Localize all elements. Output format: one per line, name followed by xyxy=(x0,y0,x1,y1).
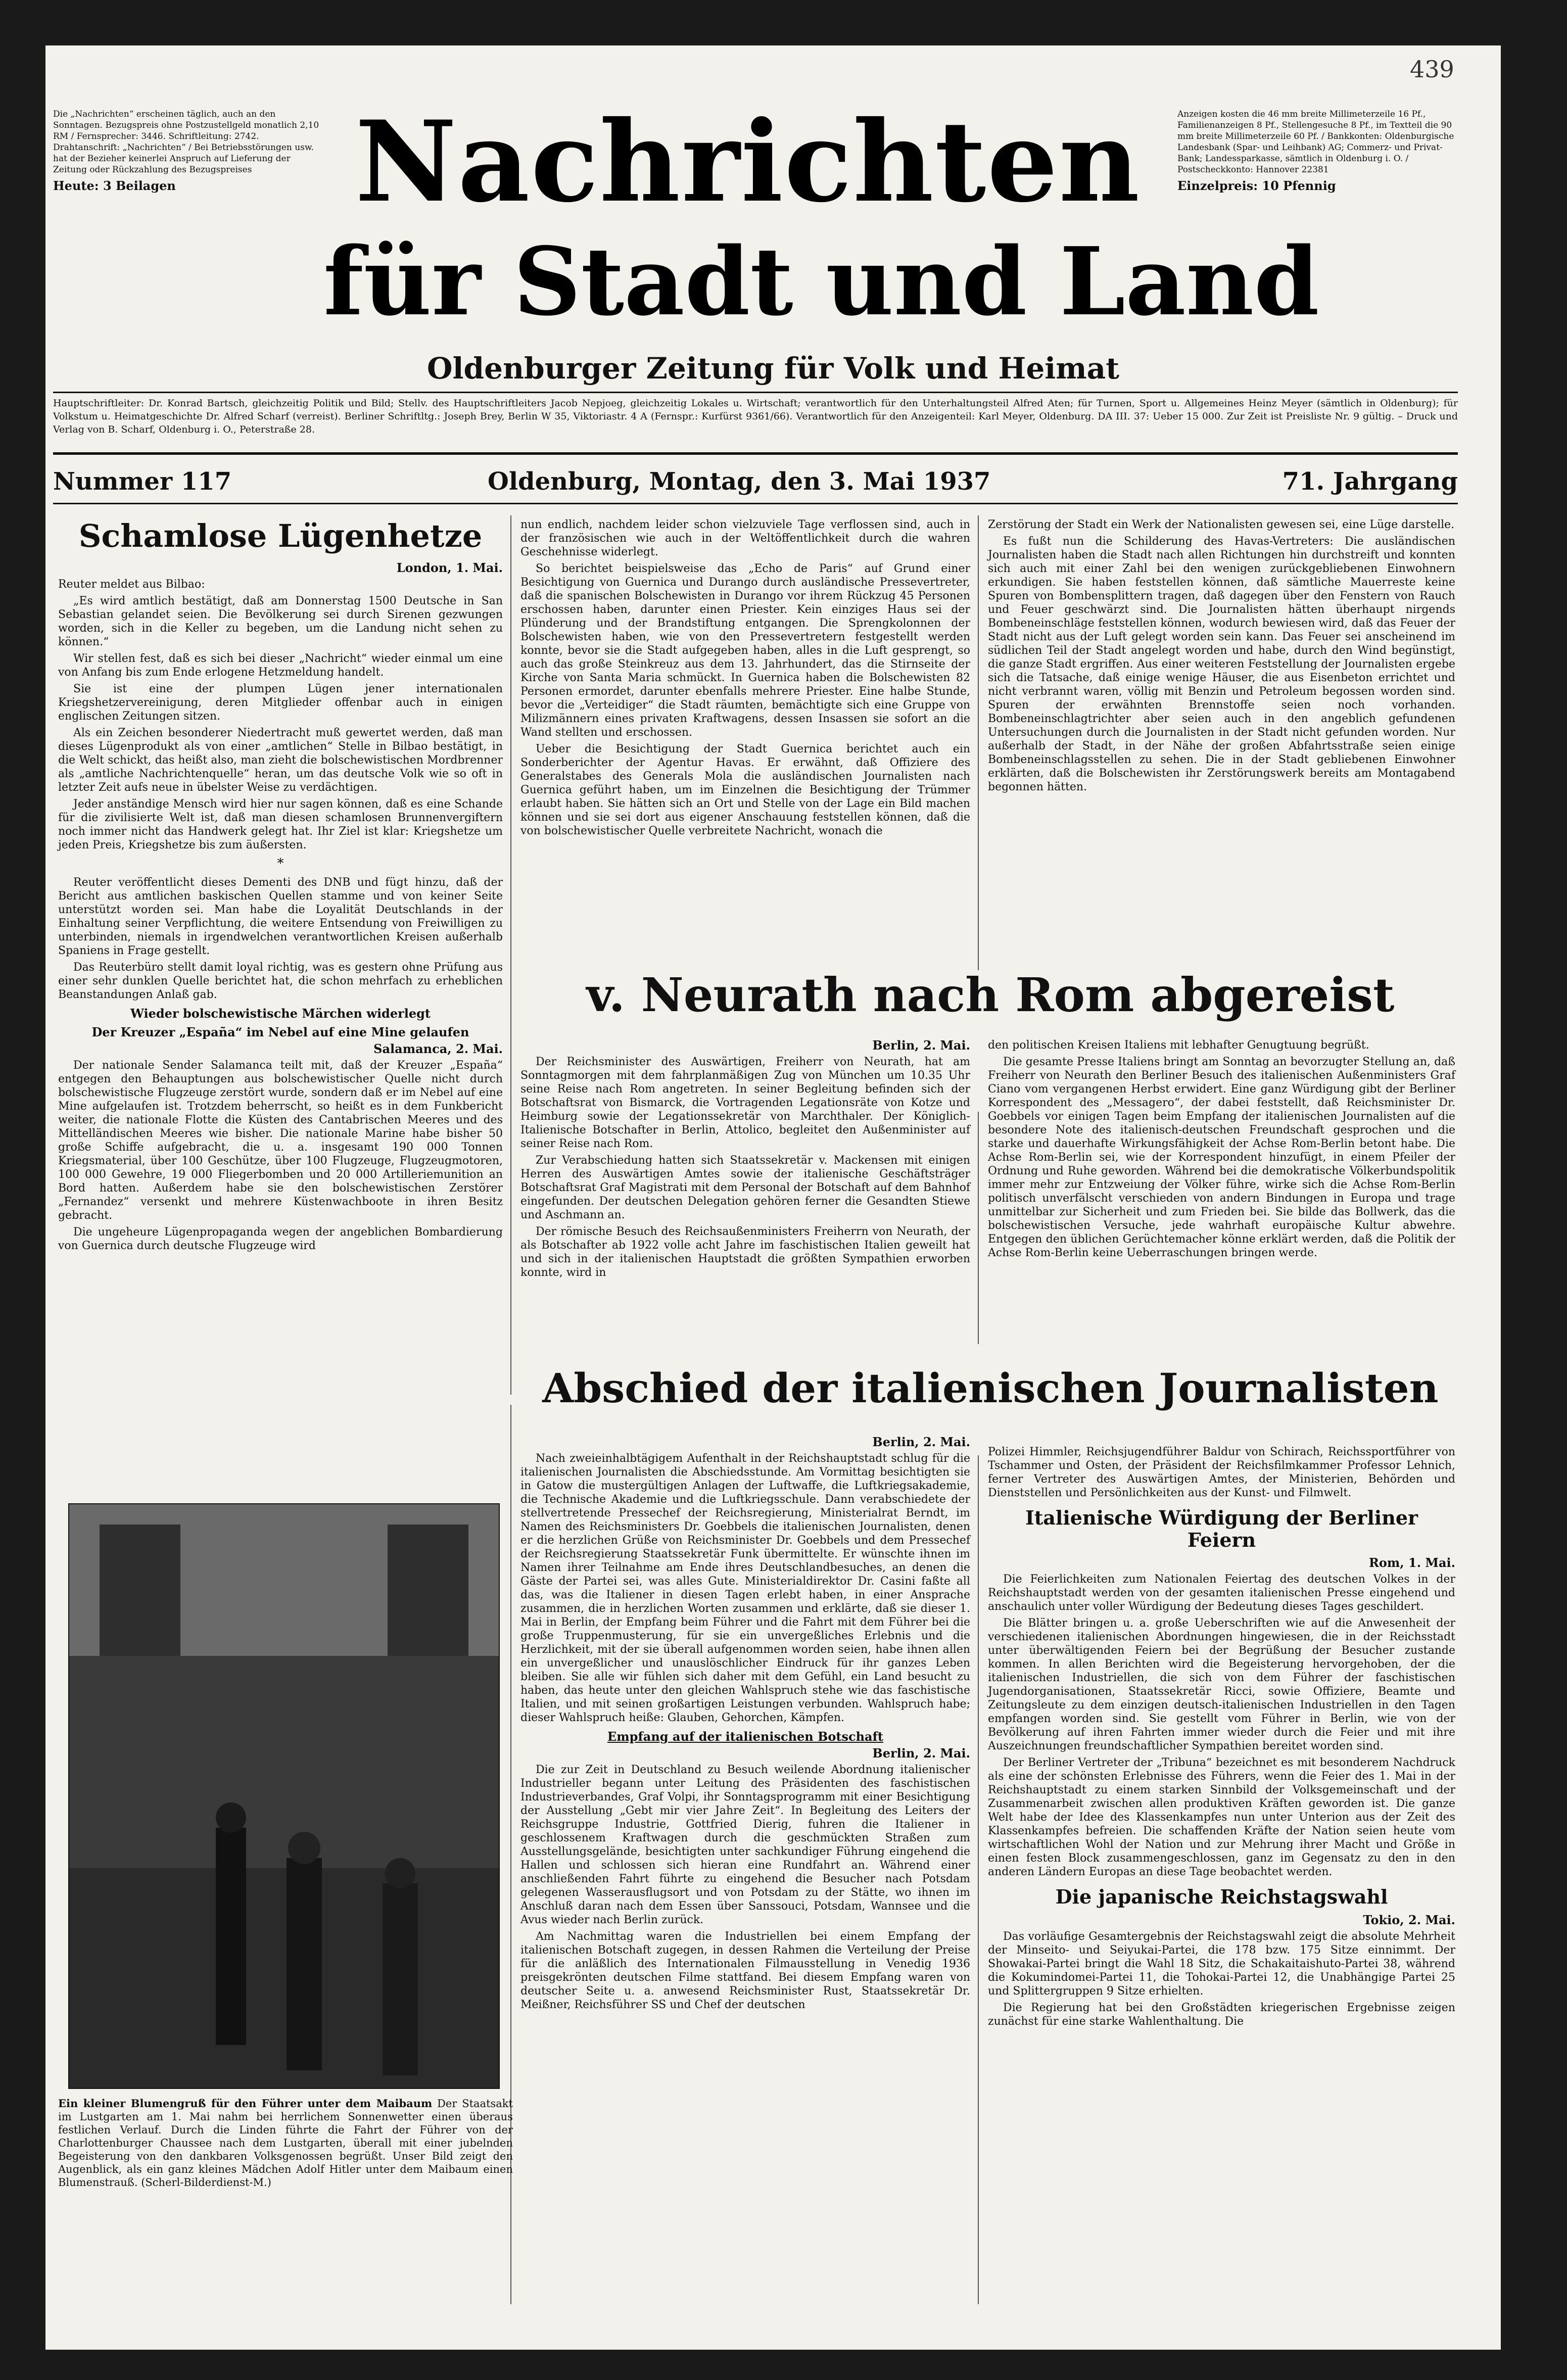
photo-caption xyxy=(58,2097,513,2189)
paragraph: Die Blätter bringen u. a. große Ueberschriften wie auf die Anwesenheit der verschiedenen italienischen Abordnungen hingewiesen, die in der Reichsstadt unter überwältigenden Feiern bei der Begrüßung der Besucher zustande kommen. In allen Berichten wird die Begeisterung hervorgehoben, der die italienischen Industriellen, die sich von dem Führer der faschistischen Jugendorganisationen, Staatssekretär Ricci, sowie Offiziere, Beamte und Zeitungsleute zu dem einzigen deutsch-italienischen Industriellen in den Tagen empfangen worden sind. Sie gestellt vom Führer in Berlin, wie von der Bevölkerung auf ihren Fahrten immer wieder durch die Feier und mit ihre Auszeichnungen freundschaftlicher Sympathien bereitet worden sind. xyxy=(988,1617,1455,1753)
paragraph: Ueber die Besichtigung der Stadt Guernica berichtet auch ein Sonderberichter der Agentur Havas. Er erwähnt, daß Offiziere des Generalstabes des Generals Mola die ausländischen Journalisten nach Guernica geführt haben, um im Einzelnen die Besichtigung der Trümmer erlaubt haben. Sie hätten sich an Ort und Stelle von der Lage ein Bild machen können und sie sei dort aus eigener Anschauung feststellen können, daß die von bolschewistischer Quelle verbreitete Nachricht, wonach die xyxy=(520,743,970,837)
column-divider-1 xyxy=(510,515,511,1395)
paragraph: Der nationale Sender Salamanca teilt mit, daß der Kreuzer „España“ entgegen den Behauptungen aus bolschewistischer Quelle nicht durch bolschewistische Flugzeuge zerstört wurde, sondern daß er im Nebel auf eine Mine aufgelaufen ist. Trotzdem beherrscht, so heißt es in dem Funkbericht weiter, die nationale Flotte die Küsten des Cantabrischen Meeres und des Mittelländischen Meeres wie bisher. Die nationale Marine habe bisher 50 große Schiffe aufgebracht, die u. a. insgesamt 190 000 Tonnen Kriegsmaterial, über 100 Geschütze, über 100 Flugzeuge, Flugzeugmotoren, 100 000 Gewehre, 19 000 Fliegerbomben und 20 000 Artilleriemunition an Bord hatten. Außerdem habe sie den bolschewistischen Zerstörer „Fernandez“ versenkt und mehrere Küstenwachboote in ihren Besitz gebracht. xyxy=(58,1059,503,1222)
rule-dateline-bottom xyxy=(53,503,1458,504)
photo-maibaum xyxy=(68,1503,500,2089)
paragraph: Das Reuterbüro stellt damit loyal richtig, was es gestern ohne Prüfung aus einer sehr dunklen Quelle berichtet hat, die schon mehrfach zu erheblichen Beanstandungen Anlaß gab. xyxy=(58,961,503,1002)
subscription-info: Die „Nachrichten“ erscheinen täglich, auch an den Sonntagen. Bezugspreis ohne Postzustellgeld monatlich 2,10 RM / Fernsprecher: 3446. Schriftleitung: 2742. Drahtanschrift: „Nachrichten“ / Bei Betriebsstörungen usw. hat der Bezieher keinerlei Anspruch auf Lieferung der Zeitung oder Rückzahlung des Bezugspreises xyxy=(53,109,319,175)
paragraph: Sie ist eine der plumpen Lügen jener internationalen Kriegshetzervereinigung, deren Mitglieder offenbar auch in einigen englischen Zeitungen sitzen. xyxy=(58,683,503,723)
paragraph: Zerstörung der Stadt ein Werk der Nationalisten gewesen sei, eine Lüge darstelle. xyxy=(988,518,1455,531)
paragraph: Die Regierung hat bei den Großstädten kriegerischen Ergebnisse zeigen zunächst für eine starke Wahlenthaltung. Die xyxy=(988,2002,1455,2028)
paragraph: Der Berliner Vertreter der „Tribuna“ bezeichnet es mit besonderem Nachdruck als eine der schönsten Erlebnisse des Führers, wenn die Feier des 1. Mai in der Reichshauptstadt zu einem starken Sinnbild der Volksgemeinschaft und der Zusammenarbeit zwischen allen produktiven Kräften geworden ist. Die ganze Welt habe der Idee des Klassenkampfes nun unter Unterion aus der Zeit des Klassenkampfes befreien. Die schaffenden Kräfte der Nation seien heute vom wirtschaftlichen Wohl der Nation und zur Mehrung ihrer Macht und Größe in einen festen Block zusammengeschlossen, ganz im Gegensatz zu den in den anderen Ländern Europas an diese Tage beobachtet werden. xyxy=(988,1756,1455,1879)
column-divider-4 xyxy=(978,1112,979,1344)
article-luegenhetze-cont xyxy=(520,518,970,841)
place-tokio: Tokio, 2. Mai. xyxy=(1363,1913,1455,1928)
paragraph: Der römische Besuch des Reichsaußenministers Freiherrn von Neurath, der als Botschafter ab 1922 volle acht Jahre im faschistischen Italien geweilt hat und sich in der italienischen Hauptstadt die größten Sympathien erworben konnte, wird in xyxy=(520,1225,970,1279)
masthead-subtitle: Oldenburger Zeitung für Volk und Heimat xyxy=(426,351,1120,386)
beilagen-note: Heute: 3 Beilagen xyxy=(53,178,176,193)
advertising-info: Anzeigen kosten die 46 mm breite Millimeterzeile 16 Pf., Familienanzeigen 8 Pf., Stellengesuche 8 Pf., im Textteil die 90 mm breite Millimeterzeile 60 Pf. / Bankkonten: Oldenburgische Landesbank (Spar- und Leihbank) AG; Commerz- und Privat-Bank; Landessparkasse, sämtlich in Oldenburg i. O. / Postscheckkonto: Hannover 22381 xyxy=(1177,109,1454,175)
separator-star: * xyxy=(277,856,284,872)
photo-image-icon xyxy=(69,1504,499,2088)
header-right-box xyxy=(1177,109,1458,192)
place-rom: Rom, 1. Mai. xyxy=(1368,1555,1455,1570)
article-luegenhetze-cont2 xyxy=(988,518,1455,797)
caption-title: Ein kleiner Blumengruß für den Führer unter dem Maibaum xyxy=(58,2097,433,2110)
paragraph: Die ungeheure Lügenpropaganda wegen der angeblichen Bombardierung von Guernica durch deutsche Flugzeuge wird xyxy=(58,1226,503,1253)
paragraph: Das vorläufige Gesamtergebnis der Reichstagswahl zeigt die absolute Mehrheit der Minseito- und Seiyukai-Partei, die 178 bzw. 175 Sitze einnimmt. Der Showakai-Partei bringt die Wahl 18 Sitz, die Schakaitaishuto-Partei 38, während die Kokumindomei-Partei 11, die Tohokai-Partei 12, die Unabhängige Partei 25 und Splittergruppen 9 Sitze erhielten. xyxy=(988,1930,1455,1998)
impressum: Hauptschriftleiter: Dr. Konrad Bartsch, gleichzeitig Politik und Bild; Stellv. des Hauptschriftleiters Jacob Nepjoeg, gleichzeitig Lokales u. Wirtschaft; verantwortlich für den Unterhaltungsteil Alfred Aten; für Turnen, Sport u. Allgemeines Heinz Meyer (sämtlich in Oldenburg); für Volkstum u. Heimatgeschichte Dr. Alfred Scharf (verreist). Berliner Schriftltg.: Joseph Brey, Berlin W 35, Viktoriastr. 4 A (Fernspr.: Kurfürst 9361/66). Verantwortlich für den Anzeigenteil: Karl Meyer, Oldenburg. DA III. 37: Ueber 15 000. Zur Zeit ist Preisliste Nr. 9 gültig. – Druck und Verlag von B. Scharf, Oldenburg i. O., Peterstraße 28. xyxy=(53,398,1458,435)
headline-wuerdigung: Italienische Würdigung der Berliner Feiern xyxy=(1025,1506,1418,1551)
paragraph: Polizei Himmler, Reichsjugendführer Baldur von Schirach, Reichssportführer von Tschammer und Osten, der Präsident der Reichsfilmkammer Professor Lehnich, ferner Vertreter des Auswärtigen Amtes, der Ministerien, Behörden und Dienststellen und Persönlichkeiten aus der Kunst- und Filmwelt. xyxy=(988,1446,1455,1499)
rule-dateline-top xyxy=(53,452,1458,455)
headline-neurath: v. Neurath nach Rom abgereist xyxy=(586,968,1395,1022)
article-neurath-left xyxy=(520,1038,970,1282)
single-price: Einzelpreis: 10 Pfennig xyxy=(1177,178,1336,193)
paragraph: Es fußt nun die Schilderung des Havas-Vertreters: Die ausländischen Journalisten haben die Stadt nach allen Richtungen hin durchstreift und konnten sich auch mit einer Zahl bei den wenigen zurückgebliebenen Einwohnern erkundigen. Sie haben feststellen können, daß sämtliche Mauerreste keine Spuren von Bombensplittern tragen, daß dagegen über den Fenstern von Rauch und Feuer geschwärzt sind. Die Journalisten hätten überhaupt nirgends Bombeneinschläge feststellen können, wodurch bewiesen wird, daß das Feuer der Stadt nicht aus der Luft gelegt worden sein kann. Das Feuer sei anscheinend im südlichen Teil der Stadt angelegt worden und habe, durch den Wind begünstigt, die ganze Stadt ergriffen. Aus einer weiteren Feststellung der Journalisten ergebe sich die Tatsache, daß einige wenige Häuser, die aus Eisenbeton errichtet und nicht verbrannt waren, völlig mit Benzin und Petroleum begossen worden sind. Spuren der erwähnten Brennstoffe seien noch vorhanden. Bombeneinschlagtrichter aber seien auch in den angeblich gefundenen Untersuchungen durch die Journalisten in der Stadt nicht gefunden worden. Nur außerhalb der Stadt, in der Nähe der großen Abfahrtsstraße seien einige Bombeneinschlagsstellen zu sehen. Die in der Stadt gebliebenen Einwohner erklärten, daß die Bolschewisten ihr Zerstörungswerk bereits am Montagabend begonnen hätten. xyxy=(988,535,1455,793)
paragraph: Am Nachmittag waren die Industriellen bei einem Empfang der italienischen Botschaft zugegen, in dessen Rahmen die Verteilung der Preise für die anläßlich des Internationalen Filmausstellung in Venedig 1936 preisgekrönten deutschen Filme stattfand. Bei diesem Empfang waren von deutscher Seite u. a. anwesend Reichsminister Rust, Staatssekretär Dr. Meißner, Reichsführer SS und Chef der deutschen xyxy=(520,1930,970,2011)
subheadline-empfang: Empfang auf der italienischen Botschaft xyxy=(607,1729,884,1744)
paragraph: Die gesamte Presse Italiens bringt am Sonntag an bevorzugter Stellung an, daß Freiherr von Neurath den Berliner Besuch des italienischen Außenministers Graf Ciano vom vergangenen Herbst erwidert. Eine ganz Würdigung gibt der Berliner Korrespondent des „Messagero“, der dabei feststellt, daß Reichsminister Dr. Goebbels vor einigen Tagen beim Empfang der italienischen Journalisten auf die besondere Note des italienisch-deutschen Freundschaft gesprochen und die starke und dauerhafte Wirkungsfähigkeit der Achse Rom-Berlin betont habe. Die Achse Rom-Berlin sei, wie der Korrespondent hinzufügt, in einem Pfeiler der Ordnung und Ruhe geworden. Während bei die demokratische Völkerbundspolitik immer mehr zur Entzweiung der Völker führe, wirke sich die Achse Rom-Berlin politisch unverfälscht verschieden von andern Bindungen in Europa und trage unmittelbar zur Sicherheit und zum Frieden bei. Sie bilde das Bollwerk, das die bolschewistischen Versuche, jede wahrhaft europäische Kultur abwehre. Entgegen den üblichen Gerüchtemacher könne erklärt werden, daß die Politik der Achse Rom-Berlin keine Ueberraschungen bringen werde. xyxy=(988,1056,1455,1259)
article-abschied-right xyxy=(988,1445,1455,2031)
dateline xyxy=(53,460,1458,505)
column-divider-2 xyxy=(978,515,979,970)
paragraph: Der Reichsminister des Auswärtigen, Freiherr von Neurath, hat am Sonntagmorgen mit dem fahrplanmäßigen Zug von München um 10.35 Uhr seine Reise nach Rom angetreten. In seiner Begleitung befinden sich der Botschaftsrat von Bismarck, die Vortragenden Legationsräte von Kotze und Heimburg sowie der Legationssekretär von Marchthaler. Der Königlich-Italienische Botschafter in Berlin, Attolico, begleitet den Außenminister auf seiner Reise nach Rom. xyxy=(520,1056,970,1150)
paragraph: „Es wird amtlich bestätigt, daß am Donnerstag 1500 Deutsche in San Sebastian gelandet seien. Die Bevölkerung sei durch Sirenen gezwungen worden, sich in die Keller zu begeben, um die Landung nicht sehen zu können.“ xyxy=(58,595,503,649)
paragraph: Als ein Zeichen besonderer Niedertracht muß gewertet werden, daß man dieses Lügenprodukt als von einer „amtlichen“ Stelle in Bilbao bestätigt, in die Welt schickt, das heißt also, man zieht die bolschewistischen Mordbrenner als „amtliche Nachrichtenquelle“ heran, um das deutsche Volk wie so oft in letzter Zeit aufs neue in übelster Weise zu verdächtigen. xyxy=(58,727,503,794)
paragraph: So berichtet beispielsweise das „Echo de Paris“ auf Grund einer Besichtigung von Guernica und Durango durch ausländische Pressevertreter, daß die spanischen Bolschewisten in Durango vor ihrem Rückzug 45 Personen erschossen haben, darunter einen Priester. Kein einziges Haus sei der Plünderung und der Brandstiftung entgangen. Die Sprengkolonnen der Bolschewisten haben, wie von den Pressevertretern festgestellt werden konnte, bevor sie die Stadt aufgegeben haben, alles in die Luft gesprengt, so auch das große Steinkreuz aus dem 13. Jahrhundert, das die Stirnseite der Kirche von Santa Maria schmückt. In Guernica haben die Bolschewisten 82 Personen ermordet, darunter ebenfalls mehrere Priester. Eine halbe Stunde, bevor die „Verteidiger“ die Stadt räumten, bemächtigte sich eine Gruppe von Milizmännern eines privaten Kraftwagens, dessen Insassen sie sofort an die Wand stellten und erschossen. xyxy=(520,562,970,739)
article-abschied-left xyxy=(520,1435,970,2015)
caption-text: Der Staatsakt im Lustgarten am 1. Mai nahm bei herrlichem Sonnenwetter einen überaus festlichen Verlauf. Durch die Linden führte die Fahrt der Führer von der Charlottenburger Chaussee nach dem Lustgarten, überall mit einer jubelnden Begeisterung von den dankbaren Volksgenossen begrüßt. Unser Bild zeigt den Augenblick, als ein ganz kleines Mädchen Adolf Hitler unter dem Maibaum einen Blumenstrauß. (Scherl-Bilderdienst-M.) xyxy=(58,2098,513,2188)
issue-number: Nummer 117 xyxy=(53,467,232,496)
paragraph: Zur Verabschiedung hatten sich Staatssekretär v. Mackensen mit einigen Herren des Auswärtigen Amtes sowie der italienische Geschäftsträger Botschaftsrat Graf Magistrati mit dem Personal der Botschaft auf dem Bahnhof eingefunden. Der deutschen Delegation gehören ferner die Gesandten Stiewe und Aschmann an. xyxy=(520,1154,970,1221)
paragraph: Nach zweieinhalbtägigem Aufenthalt in der Reichshauptstadt schlug für die italienischen Journalisten die Abschiedsstunde. Am Vormittag besichtigten sie in Gatow die mustergültigen Anlagen der Luftwaffe, die Luftkriegsakademie, die Technische Akademie und die Luftkriegsschule. Dann verabschiedete der stellvertretende Pressechef der Reichsregierung, Ministerialrat Berndt, im Namen des Reichsministers Dr. Goebbels die italienischen Journalisten, denen er die herzlichen Grüße von Reichsminister Dr. Goebbels und dem Pressechef der Reichsregierung Staatssekretär Funk übermittelte. Er wünschte ihnen im Namen ihrer Teilnahme am Ende ihres Deutschlandbesuches, an denen die Gäste der Partei sei, was alles Gute. Ministerialdirektor Dr. Casini faßte all das, was die Italiener in diesen Tagen erlebt haben, in einer Ansprache zusammen, die in herzlichen Worten zusammen und erklärte, daß sie dieser 1. Mai in Berlin, der Empfang beim Führer und die Fahrt mit dem Führer bei die große Truppenmusterung, für sie ein unvergeßliches Erlebnis und die Herzlichkeit, mit der sie überall aufgenommen worden seien, habe ihnen allen ein unvergeßlicher und unauslöschlicher Eindruck für ihr ganzes Leben bleiben. Sie alle wir fühlen sich daher mit dem Gefühl, ein Land besucht zu haben, das heute unter den gleichen Wahlspruch stehe wie das faschistische Italien, und mit seinen großartigen Leistungen verbunden. Wahlspruch habe; dieser Wahlspruch heiße: Glauben, Gehorchen, Kämpfen. xyxy=(520,1452,970,1724)
article-neurath-right xyxy=(988,1038,1455,1263)
paragraph: Reuter veröffentlicht dieses Dementi des DNB und fügt hinzu, daß der Bericht aus amtlichen baskischen Quellen stamme und von keiner Seite unterstützt worden sei. Man habe die Loyalität Deutschlands in der Einhaltung seiner Verpflichtung, die weitere Entsendung von Freiwilligen zu unterbinden, niemals in irgendwelchen verantwortlichen Kreisen außerhalb Spaniens in Frage gestellt. xyxy=(58,876,503,958)
paragraph: den politischen Kreisen Italiens mit lebhafter Genugtuung begrüßt. xyxy=(988,1039,1369,1052)
place-berlin: Berlin, 2. Mai. xyxy=(872,1435,970,1449)
paragraph: Reuter meldet aus Bilbao: xyxy=(58,578,205,591)
page-number: 439 xyxy=(1410,56,1454,83)
issue-date: Oldenburg, Montag, den 3. Mai 1937 xyxy=(488,467,991,496)
article-luegenhetze xyxy=(58,518,503,1256)
headline-reichstagswahl: Die japanische Reichstagswahl xyxy=(1055,1885,1388,1909)
place-london: London, 1. Mai. xyxy=(396,560,503,576)
paragraph: Jeder anständige Mensch wird hier nur sagen können, daß es eine Schande für die zivilisierte Welt ist, daß man diesen schamlosen Brunnenvergiftern noch immer nicht das Handwerk gelegt hat. Ihr Ziel ist klar: Kriegshetze um jeden Preis, Kriegshetze bis zum äußersten. xyxy=(58,798,503,852)
place-berlin: Berlin, 2. Mai. xyxy=(872,1038,970,1053)
place-berlin: Berlin, 2. Mai. xyxy=(872,1746,970,1760)
masthead-title-line2: für Stadt und Land xyxy=(323,226,1319,337)
header-left-box xyxy=(53,109,321,192)
rule-top xyxy=(53,392,1458,393)
column-divider-5 xyxy=(978,1455,979,2304)
paragraph: Die Feierlichkeiten zum Nationalen Feiertag des deutschen Volkes in der Reichshauptstadt werden von der gesamten italienischen Presse eingehend und anschaulich unter voller Würdigung der Bedeutung dieses Tages geschildert. xyxy=(988,1573,1455,1613)
masthead-title-line1: Nachrichten xyxy=(355,96,1141,227)
subheadline-kreuzer: Der Kreuzer „España“ im Nebel auf eine Mine gelaufen xyxy=(91,1025,469,1040)
subheadline-maerchen: Wieder bolschewistische Märchen widerlegt xyxy=(130,1006,431,1021)
headline-luegenhetze: Schamlose Lügenhetze xyxy=(78,517,483,554)
paragraph: nun endlich, nachdem leider schon vielzuviele Tage verflossen sind, auch in der französischen wie auch in der Weltöffentlichkeit durch die wahren Geschehnisse widerlegt. xyxy=(520,518,970,558)
headline-abschied: Abschied der italienischen Journalisten xyxy=(542,1364,1439,1412)
paragraph: Die zur Zeit in Deutschland zu Besuch weilende Abordnung italienischer Industrieller begann unter Leitung des Präsidenten des faschistischen Industrieverbandes, Graf Volpi, ihr Sonntagsprogramm mit einer Besichtigung der Ausstellung „Gebt mir vier Jahre Zeit“. In Begleitung des Leiters der Reichsgruppe Industrie, Gottfried Dierig, fuhren die Italiener in geschlossenem Kraftwagen durch die geschmückten Straßen zum Ausstellungsgelände, besichtigten unter sachkundiger Führung eingehend die Hallen und schlossen sich hieran eine Rundfahrt an. Während einer anschließenden Fahrt führte zu eingehend die Besucher nach Potsdam gelegenen Wasserausflugsort und von Potsdam zu der Stätte, wo ihnen im Anschluß daran nach dem Essen über Sanssouci, Potsdam, Wannsee und die Avus wieder nach Berlin zurück. xyxy=(520,1764,970,1926)
place-salamanca: Salamanca, 2. Mai. xyxy=(373,1041,503,1057)
volume-year: 71. Jahrgang xyxy=(1282,467,1458,496)
paragraph: Wir stellen fest, daß es sich bei dieser „Nachricht“ wieder einmal um eine von Anfang bis zum Ende erlogene Hetzmeldung handelt. xyxy=(58,652,503,679)
